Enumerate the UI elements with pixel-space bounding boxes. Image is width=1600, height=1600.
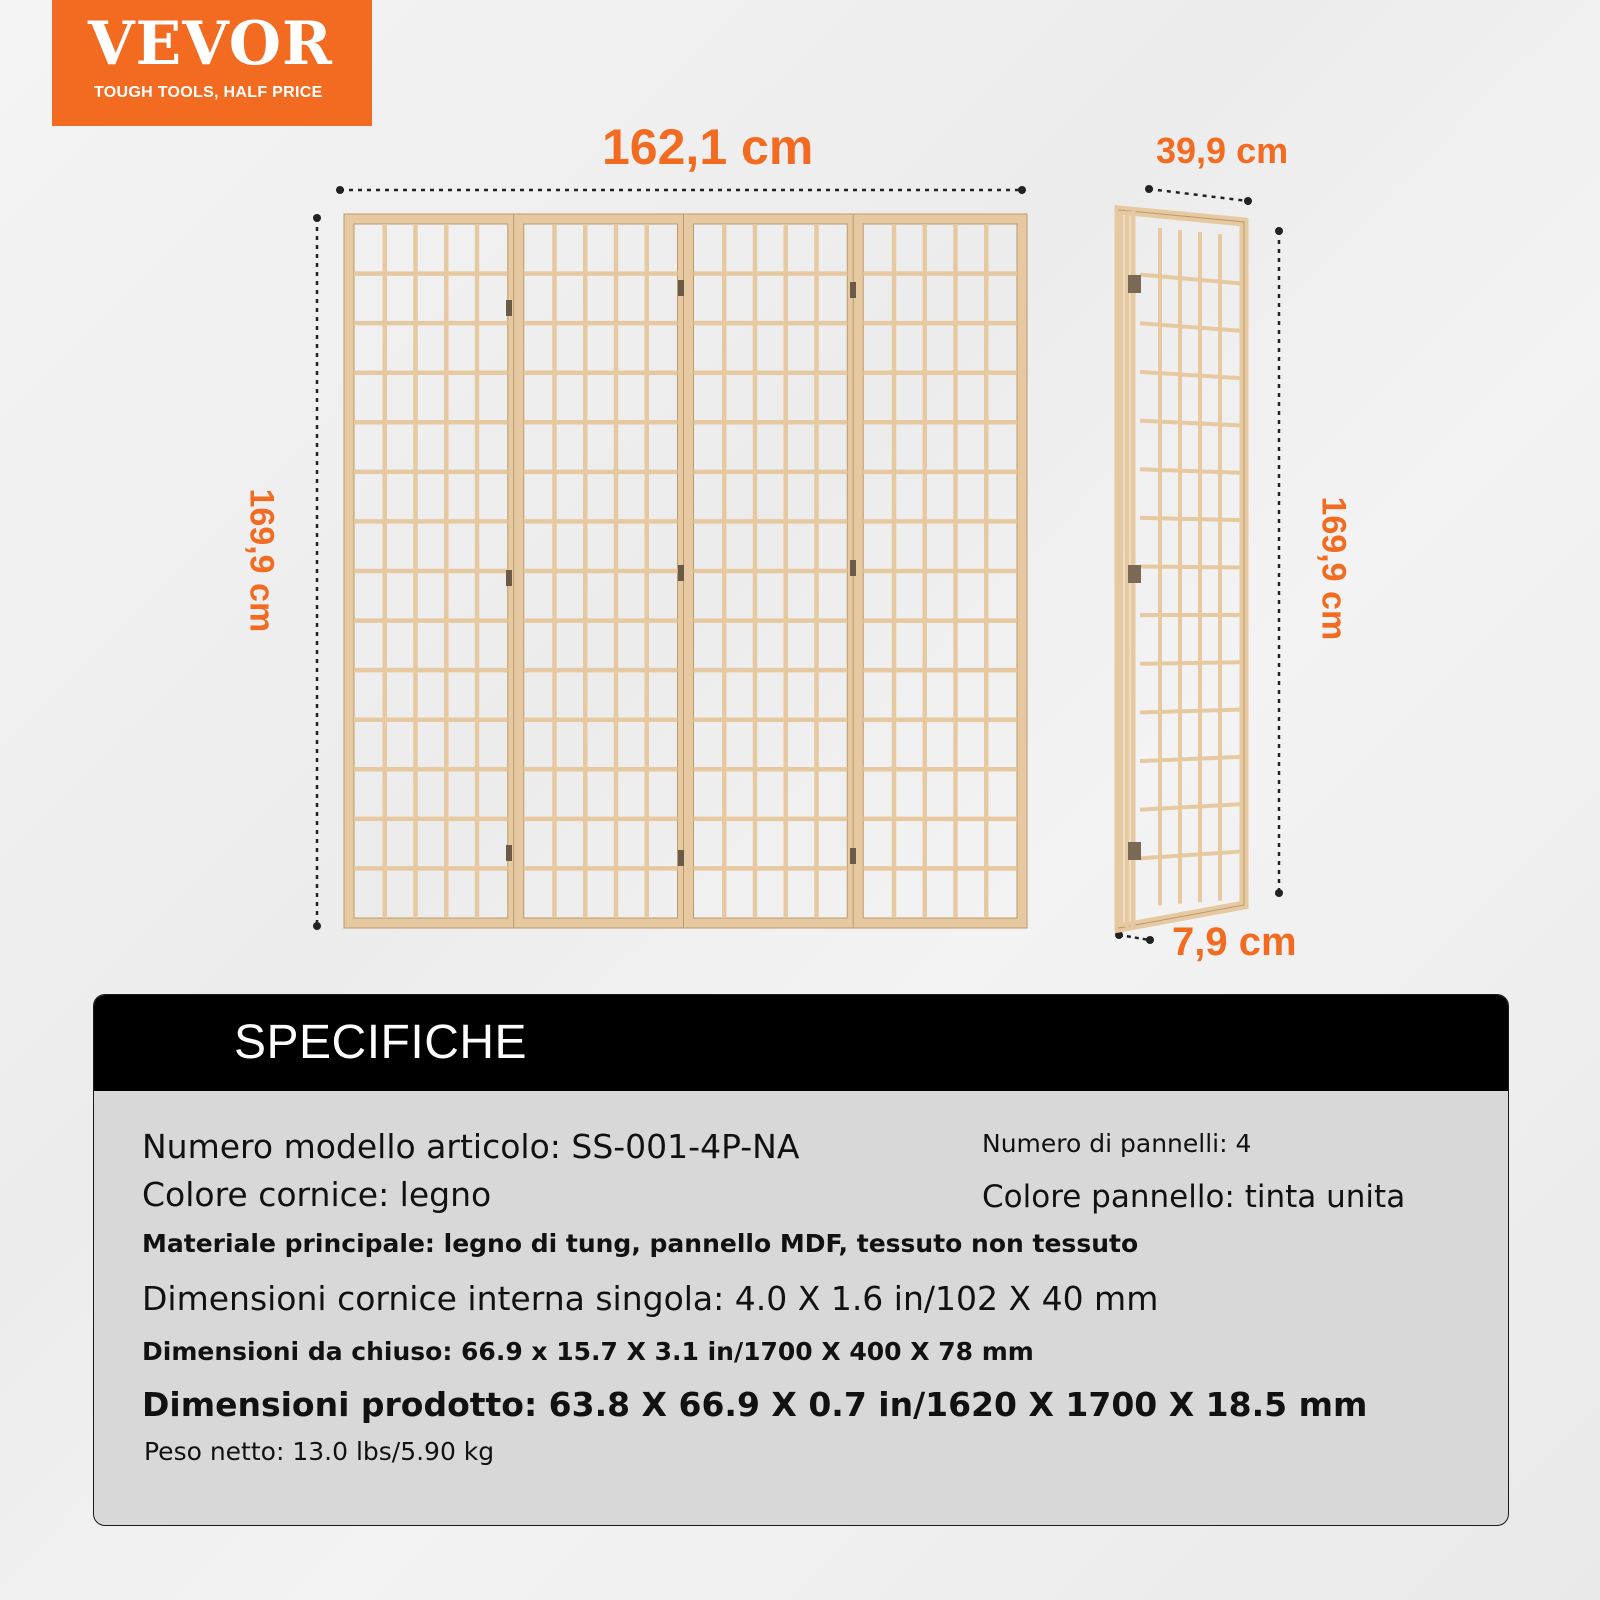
dimension-dot xyxy=(1018,186,1026,194)
spec-closed-dimensions: Dimensioni da chiuso: 66.9 x 15.7 X 3.1 in/1700 X 400 X 78 mm xyxy=(142,1337,1034,1366)
spec-inner-frame: Dimensioni cornice interna singola: 4.0 X 1.6 in/102 X 40 mm xyxy=(142,1279,1159,1318)
hinge xyxy=(678,280,684,296)
hinge xyxy=(506,300,512,316)
front-view-panels xyxy=(344,214,1027,928)
dimension-dot xyxy=(1146,936,1154,944)
dimension-dot xyxy=(1275,889,1283,897)
side-view-folded xyxy=(1119,210,1244,928)
hinge xyxy=(506,845,512,861)
hinge xyxy=(506,570,512,586)
height-label-right: 169,9 cm xyxy=(1314,496,1353,641)
specifications-title: SPECIFICHE xyxy=(234,1016,528,1069)
dimension-dot xyxy=(313,922,321,930)
brand-tagline: TOUGH TOOLS, HALF PRICE xyxy=(94,84,323,101)
folded-width-dimension-line xyxy=(1149,189,1248,201)
hinge xyxy=(678,850,684,866)
hinge xyxy=(1128,842,1141,860)
screen-panel xyxy=(514,214,688,928)
dimension-dot xyxy=(336,186,344,194)
thickness-dimension-line xyxy=(1119,935,1150,940)
hinge xyxy=(1128,275,1141,293)
screen-panel xyxy=(684,214,858,928)
screen-panel xyxy=(344,214,518,928)
spec-panels: Numero di pannelli: 4 xyxy=(982,1129,1252,1158)
spec-frame-color: Colore cornice: legno xyxy=(142,1175,492,1214)
folded-screen xyxy=(1119,210,1244,928)
screen-panel xyxy=(853,214,1027,928)
specifications-header xyxy=(94,995,1508,1091)
spec-panel-color: Colore pannello: tinta unita xyxy=(982,1179,1406,1215)
dimension-dot xyxy=(1275,227,1283,235)
hinge xyxy=(850,560,856,576)
thickness-label: 7,9 cm xyxy=(1172,920,1297,964)
spec-product-dimensions: Dimensioni prodotto: 63.8 X 66.9 X 0.7 in/1620 X 1700 X 18.5 mm xyxy=(142,1385,1368,1424)
specifications-panel xyxy=(93,994,1509,1526)
hinge xyxy=(850,848,856,864)
spec-material: Materiale principale: legno di tung, pannello MDF, tessuto non tessuto xyxy=(142,1229,1139,1258)
height-label-left: 169,9 cm xyxy=(242,488,281,633)
spec-weight: Peso netto: 13.0 lbs/5.90 kg xyxy=(144,1437,495,1466)
brand-name: VEVOR xyxy=(88,9,333,79)
hinge xyxy=(850,282,856,298)
folded-width-label: 39,9 cm xyxy=(1156,130,1289,171)
width-label: 162,1 cm xyxy=(602,119,814,175)
hinge xyxy=(1128,565,1141,583)
dimension-dot xyxy=(313,214,321,222)
hinge xyxy=(678,565,684,581)
dimension-dot xyxy=(1244,197,1252,205)
dimension-dot xyxy=(1145,185,1153,193)
spec-model: Numero modello articolo: SS-001-4P-NA xyxy=(142,1127,800,1166)
